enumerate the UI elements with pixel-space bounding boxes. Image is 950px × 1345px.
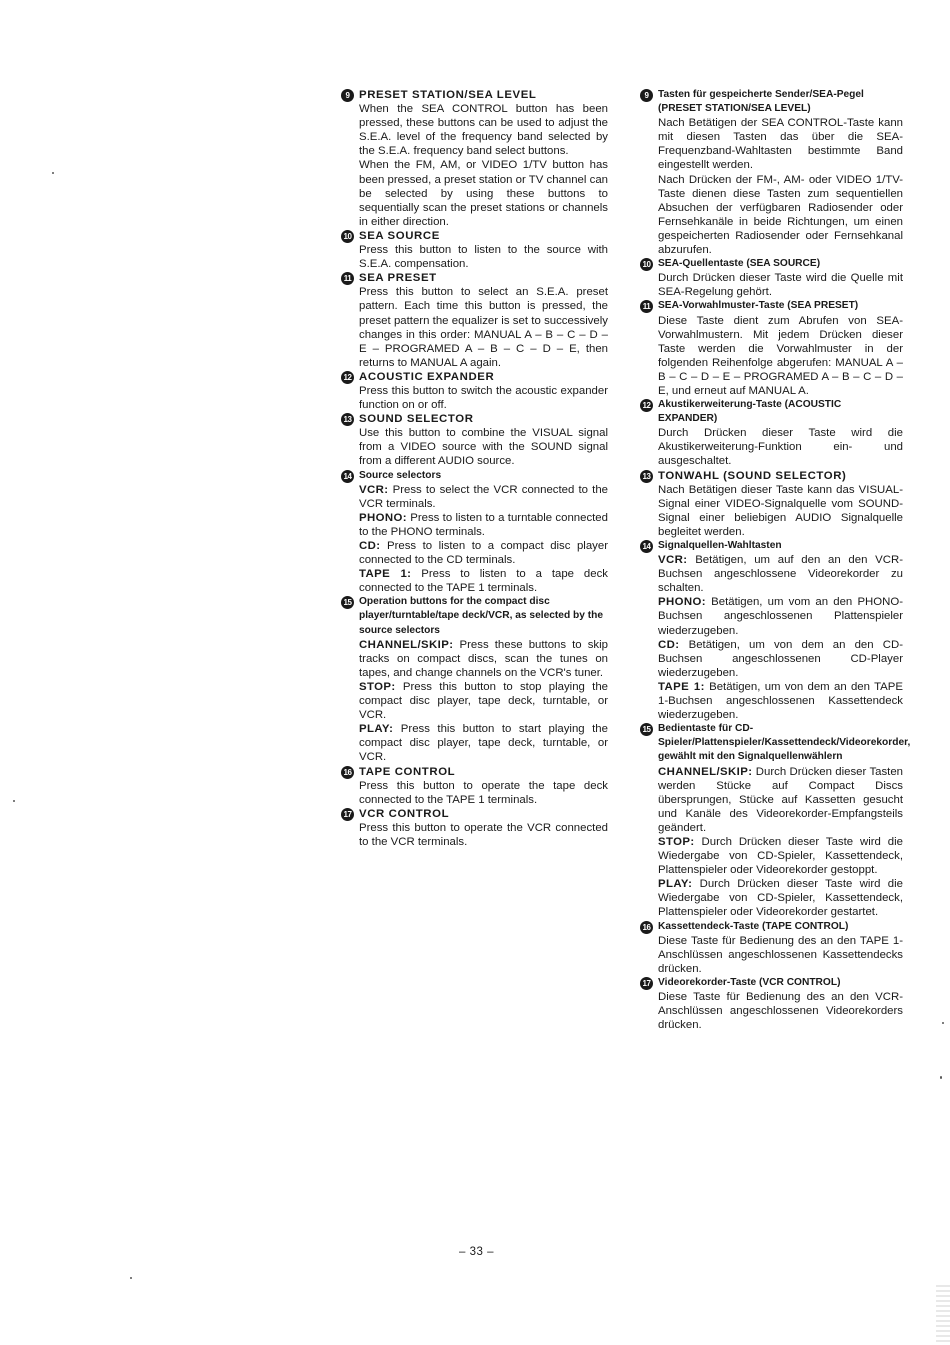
section-12 xyxy=(341,370,608,412)
sub-entry xyxy=(658,553,903,595)
sub-entry xyxy=(359,680,608,722)
section-title: Bedientaste für CD-Spieler/Plattenspieler/Kassettendeck/Videorekorder, gewählt mit den Signalquellenwählern xyxy=(658,723,911,763)
section-number-badge: 12 xyxy=(341,371,354,384)
sub-entry xyxy=(359,567,608,595)
section-12 xyxy=(640,398,903,468)
sub-entry xyxy=(658,877,903,919)
section-17 xyxy=(640,976,903,1032)
section-13 xyxy=(341,412,608,468)
section-title: Videorekorder-Taste (VCR CONTROL) xyxy=(658,976,841,988)
section-number-badge: 9 xyxy=(640,89,653,102)
section-paragraph: Press this button to switch the acoustic expander function on or off. xyxy=(359,384,608,412)
section-number-badge: 16 xyxy=(640,921,653,934)
section-title: SEA SOURCE xyxy=(359,229,440,242)
sub-entry xyxy=(359,638,608,680)
scan-speck xyxy=(13,800,15,802)
section-title: TAPE CONTROL xyxy=(359,765,456,778)
section-10 xyxy=(341,229,608,271)
sub-entry-label: VCR: xyxy=(359,483,389,496)
sub-entry-label: PHONO: xyxy=(658,596,706,609)
sub-entry xyxy=(658,638,903,680)
section-title: SEA-Vorwahlmuster-Taste (SEA PRESET) xyxy=(658,300,859,312)
page-number: – 33 – xyxy=(459,1246,494,1258)
sub-entry-text: Betätigen, um von dem an den TAPE 1-Buchsen angeschlossenen Kassettendeck wiederzugeben. xyxy=(658,680,903,722)
sub-entry-label: VCR: xyxy=(658,554,688,567)
section-paragraph: Nach Betätigen der SEA CONTROL-Taste kann mit diesen Tasten das über die SEA-Frequenzband-Wahltasten bestimmte Band eingestellt werden. xyxy=(658,117,903,172)
section-title: ACOUSTIC EXPANDER xyxy=(359,370,495,383)
section-title: SOUND SELECTOR xyxy=(359,413,474,426)
section-9 xyxy=(341,88,608,229)
section-paragraph: Diese Taste dient zum Abrufen von SEA-Vorwahlmustern. Mit jedem Drücken dieser Taste werden die Vorwahlmuster in der folgenden Reihenfolge abgerufen: MANUAL A – B – C – D – E – PROGRAMED A – B – C – D – E, und erneut auf MANUAL A. xyxy=(658,314,903,397)
section-paragraph: Diese Taste für Bedienung des an den TAPE 1-Anschlüssen angeschlossenen Kassettendecks drücken. xyxy=(658,934,903,975)
section-title: Tasten für gespeicherte Sender/SEA-Pegel (PRESET STATION/SEA LEVEL) xyxy=(658,89,864,115)
section-paragraph: Nach Drücken der FM-, AM- oder VIDEO 1/TV-Taste dienen diese Tasten zum sequentiellen Absuchen der verfügbaren Radiosender oder Fernsehkanäle in beide Richtungen, um einen gespeicherten Radiosender oder Fernsehkanal abzurufen. xyxy=(658,173,903,257)
sub-entry-text: Press to listen to a turntable connected to the PHONO terminals. xyxy=(359,511,608,538)
sub-entry-text: Press to select the VCR connected to the VCR terminals. xyxy=(359,483,609,510)
sub-entry-label: STOP: xyxy=(658,835,695,848)
sub-entry xyxy=(658,765,903,835)
scan-speck xyxy=(52,172,54,174)
section-number-badge: 17 xyxy=(341,808,354,821)
sub-entry-label: CHANNEL/SKIP: xyxy=(359,638,454,651)
section-title: SEA-Quellentaste (SEA SOURCE) xyxy=(658,258,821,270)
section-paragraph: Press this button to listen to the source with S.E.A. compensation. xyxy=(359,244,608,271)
sub-entry xyxy=(359,511,608,539)
section-14 xyxy=(341,469,608,596)
section-title: Kassettendeck-Taste (TAPE CONTROL) xyxy=(658,920,849,932)
section-13 xyxy=(640,469,903,539)
section-title: Source selectors xyxy=(359,469,442,481)
section-number-badge: 14 xyxy=(640,540,653,553)
section-paragraph: Nach Betätigen dieser Taste kann das VISUAL-Signal einer VIDEO-Signalquelle vom SOUND-Signal einer beliebigen AUDIO Signalquelle begleitet werden. xyxy=(658,483,903,538)
section-title: TONWAHL (SOUND SELECTOR) xyxy=(658,469,847,482)
section-16 xyxy=(640,920,903,976)
section-10 xyxy=(640,257,903,299)
section-number-badge: 14 xyxy=(341,470,354,483)
german-column xyxy=(640,88,911,1032)
section-11 xyxy=(341,271,608,370)
section-number-badge: 11 xyxy=(640,300,653,313)
section-title: VCR CONTROL xyxy=(359,807,450,820)
sub-entry-label: STOP: xyxy=(359,680,396,693)
sub-entry-label: TAPE 1: xyxy=(359,568,412,581)
section-number-badge: 11 xyxy=(341,272,354,285)
sub-entry-text: Durch Drücken dieser Taste wird die Wiedergabe von CD-Spieler, Kassettendeck, Plattenspieler oder Videorekorder gestoppt. xyxy=(658,835,904,877)
section-paragraph: Press this button to operate the VCR connected to the VCR terminals. xyxy=(359,821,608,848)
section-paragraph: Press this button to select an S.E.A. preset pattern. Each time this button is pressed, the preset pattern the equalizer is set to successively changes in this order: MANUAL A – B – C – D – E – PROGRAMED A – B – C – D – E, then returns to MANUAL A again. xyxy=(359,286,608,369)
section-paragraph: Use this button to combine the VISUAL signal from a VIDEO source with the SOUND signal from a different AUDIO source. xyxy=(359,427,608,468)
section-title: PRESET STATION/SEA LEVEL xyxy=(359,89,537,101)
sub-entry xyxy=(658,680,903,722)
section-number-badge: 10 xyxy=(640,258,653,271)
sub-entry-label: CD: xyxy=(359,540,381,552)
sub-entry-text: Press to listen to a compact disc player connected to the CD terminals. xyxy=(359,540,608,567)
sub-entry-text: Betätigen, um von dem an den CD-Buchsen angeschlossenen CD-Player wiederzugeben. xyxy=(658,638,903,679)
section-number-badge: 12 xyxy=(640,399,653,412)
scan-speck xyxy=(942,1022,944,1024)
sub-entry-text: Betätigen, um auf den an den VCR-Buchsen angeschlossene Videorekorder zu schalten. xyxy=(658,554,904,595)
section-number-badge: 15 xyxy=(640,723,653,736)
section-11 xyxy=(640,299,903,398)
section-number-badge: 17 xyxy=(640,977,653,990)
sub-entry-text: Press to listen to a tape deck connected to the TAPE 1 terminals. xyxy=(359,568,608,595)
sub-entry-text: Press these buttons to skip tracks on compact discs, scan the tunes on tapes, and change channels on the VCR's tuner. xyxy=(359,638,608,679)
section-14 xyxy=(640,539,903,722)
section-title: Signalquellen-Wahltasten xyxy=(658,540,782,551)
section-title: SEA PRESET xyxy=(359,272,437,285)
sub-entry-label: PLAY: xyxy=(359,723,394,736)
scan-edge-noise xyxy=(936,1285,950,1345)
sub-entry-text: Durch Drücken dieser Tasten werden Stücke auf Compact Discs übersprungen, Stücke auf Kassetten gesucht und Kanäle des Videorekorder-Empfangsteils geändert. xyxy=(658,765,904,834)
scan-speck xyxy=(940,1076,942,1079)
section-number-badge: 9 xyxy=(341,89,354,102)
sub-entry-text: Press this button to start playing the compact disc player, tape deck, turntable, or VCR. xyxy=(359,723,608,764)
sub-entry-label: TAPE 1: xyxy=(658,680,705,693)
section-paragraph: Durch Drücken dieser Taste wird die Akustikerweiterung-Funktion ein- und ausgeschaltet. xyxy=(658,427,903,468)
sub-entry xyxy=(658,595,903,637)
sub-entry-text: Durch Drücken dieser Taste wird die Wiedergabe von CD-Spieler, Kassettendeck, Plattenspieler oder Videorekorder gestartet. xyxy=(658,878,904,919)
sub-entry xyxy=(658,835,903,877)
section-15 xyxy=(640,722,911,919)
section-title: Operation buttons for the compact disc player/turntable/tape deck/VCR, as selected by the source selectors xyxy=(359,596,604,636)
section-number-badge: 16 xyxy=(341,766,354,779)
section-9 xyxy=(640,88,903,257)
section-15 xyxy=(341,595,608,764)
section-paragraph: Durch Drücken dieser Taste wird die Quelle mit SEA-Regelung gehört. xyxy=(658,272,903,299)
sub-entry-label: PLAY: xyxy=(658,878,693,891)
section-paragraph: Press this button to operate the tape deck connected to the TAPE 1 terminals. xyxy=(359,779,608,806)
section-paragraph: When the FM, AM, or VIDEO 1/TV button has been pressed, a preset station or TV channel can be selected by using these buttons to sequentially scan the preset stations or channels in either direction. xyxy=(359,159,608,228)
sub-entry-text: Press this button to stop playing the compact disc player, tape deck, turntable, or VCR. xyxy=(359,680,608,722)
sub-entry-text: Betätigen, um vom an den PHONO-Buchsen angeschlossenen Plattenspieler wiederzugeben. xyxy=(658,596,904,637)
section-paragraph: Diese Taste für Bedienung des an den VCR-Anschlüssen angeschlossenen Videorekorders drücken. xyxy=(658,991,903,1032)
section-number-badge: 10 xyxy=(341,230,354,243)
sub-entry-label: PHONO: xyxy=(359,511,407,524)
section-title: Akustikerweiterung-Taste (ACOUSTIC EXPANDER) xyxy=(658,399,842,425)
section-number-badge: 15 xyxy=(341,596,354,609)
section-17 xyxy=(341,807,608,849)
sub-entry xyxy=(359,483,608,511)
sub-entry-label: CHANNEL/SKIP: xyxy=(658,765,753,778)
sub-entry xyxy=(359,722,608,764)
section-paragraph: When the SEA CONTROL button has been pressed, these buttons can be used to adjust the S.E.A. level of the frequency band selected by the S.E.A. frequency band select buttons. xyxy=(359,103,608,158)
section-16 xyxy=(341,765,608,807)
sub-entry xyxy=(359,539,608,567)
section-number-badge: 13 xyxy=(640,470,653,483)
section-number-badge: 13 xyxy=(341,413,354,426)
english-column xyxy=(341,88,608,849)
scan-speck xyxy=(130,1277,132,1279)
sub-entry-label: CD: xyxy=(658,638,680,651)
